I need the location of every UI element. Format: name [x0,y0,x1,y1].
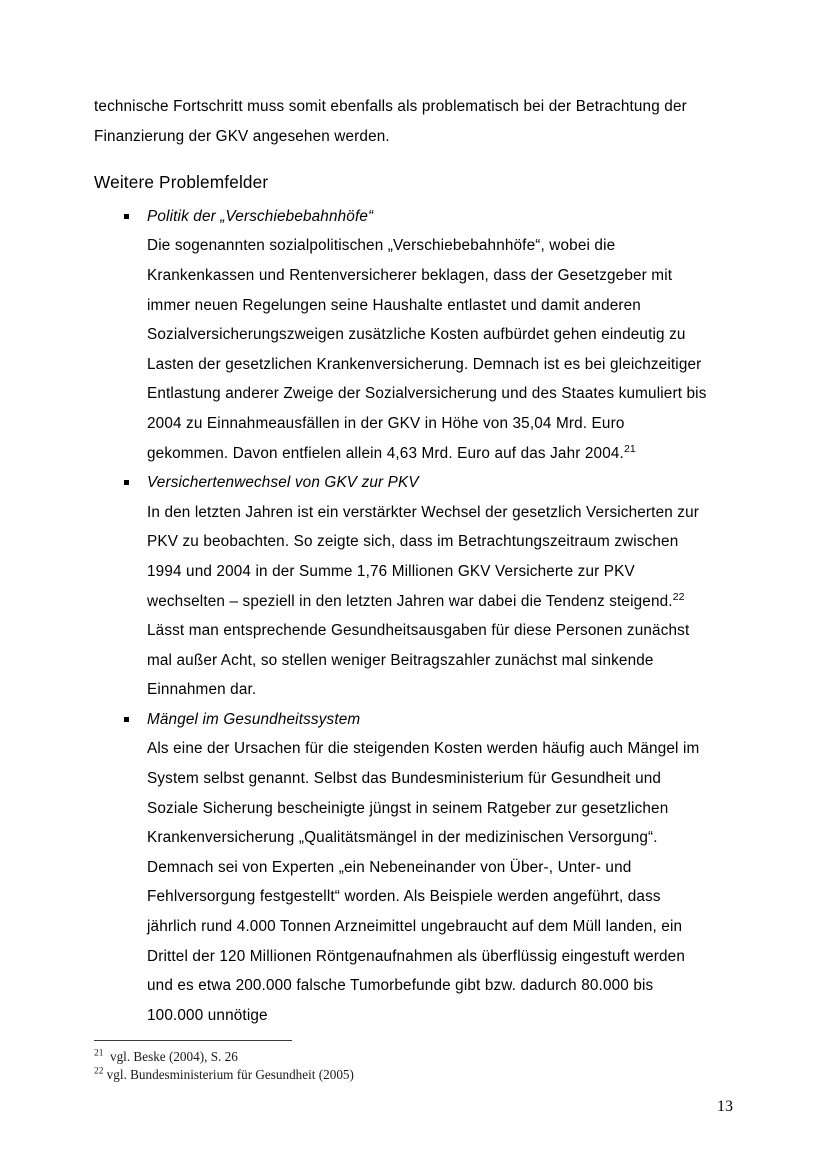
square-bullet-icon [124,480,129,485]
bullet-body [147,498,710,705]
bullet-title: Mängel im Gesundheitssystem [147,710,361,728]
footnote-reference[interactable]: 21 [623,442,636,455]
bullet-body-text-cont: Lässt man entsprechende Gesundheitsausgaben für diese Personen zunächst mal außer Acht, so stellen weniger Beitragszahler zunächst mal sinkende Einnahmen dar. [147,622,690,699]
bullet-body [147,231,710,468]
page-number: 13 [717,1098,733,1115]
footnote-text: vgl. Bundesministerium für Gesundheit (2005) [103,1066,354,1082]
intro-paragraph: technische Fortschritt muss somit ebenfalls als problematisch bei der Betrachtung der Finanzierung der GKV angesehen werden. [94,98,687,145]
list-item [94,468,710,705]
footnote-entry [94,1066,734,1084]
bullet-title: Politik der „Verschiebebahnhöfe“ [147,207,374,225]
square-bullet-icon [124,214,129,219]
list-item [94,705,710,1031]
footnote-number: 21 [94,1048,104,1059]
footnote-area [94,1040,734,1083]
problem-fields-list [94,202,710,1031]
footnote-reference[interactable]: 22 [672,590,685,603]
bullet-title: Versichertenwechsel von GKV zur PKV [147,474,419,492]
bullet-body-text: Als eine der Ursachen für die steigenden Kosten werden häufig auch Mängel im System selbst genannt. Selbst das Bundesministerium für Gesundheit und Soziale Sicherung bescheinigte jüngst in seinem Ratgeber zur gesetzlichen Krankenversicherung „Qualitätsmängel in der medizinischen Versorgung“. Demnach sei von Experten „ein Nebeneinander von Über-, Unter- und Fehlversorgung festgestellt“ worden. Als Beispiele werden angeführt, dass jährlich rund 4.000 Tonnen Arzneimittel ungebraucht auf dem Müll landen, ein Drittel der 120 Millionen Röntgenaufnahmen als überflüssig eingestuft werden und es etwa 200.000 falsche Tumorbefunde gibt bzw. dadurch 80.000 bis 100.000 unnötige [147,740,700,1024]
footnote-separator-rule [94,1040,292,1041]
section-heading: Weitere Problemfelder [94,172,269,193]
square-bullet-icon [124,717,129,722]
bullet-body-text: In den letzten Jahren ist ein verstärkter Wechsel der gesetzlich Versicherten zur PKV zu beobachten. So zeigte sich, dass im Betrachtungszeitraum zwischen 1994 und 2004 in der Summe 1,76 Millionen GKV Versicherte zur PKV wechselten – speziell in den letzten Jahren war dabei die Tendenz steigend. [147,503,700,610]
bullet-body-text: Die sogenannten sozialpolitischen „Verschiebebahnhöfe“, wobei die Krankenkassen und Rentenversicherer beklagen, dass der Gesetzgeber mit immer neuen Regelungen seine Haushalte entlastet und damit anderen Sozialversicherungszweigen zusätzliche Kosten aufbürdet gehen eindeutig zu Lasten der gesetzlichen Krankenversicherung. Demnach ist es bei gleichzeitiger Entlastung anderer Zweige der Sozialversicherung und des Staates kumuliert bis 2004 zu Einnahmeausfällen in der GKV in Höhe von 35,04 Mrd. Euro gekommen. Davon entfielen allein 4,63 Mrd. Euro auf das Jahr 2004. [147,237,707,462]
footnote-text: vgl. Beske (2004), S. 26 [103,1049,238,1064]
list-item [94,202,710,468]
bullet-body [147,734,710,1030]
page-content [94,92,710,1030]
footnote-entry [94,1048,734,1066]
footnote-number: 22 [94,1066,104,1077]
